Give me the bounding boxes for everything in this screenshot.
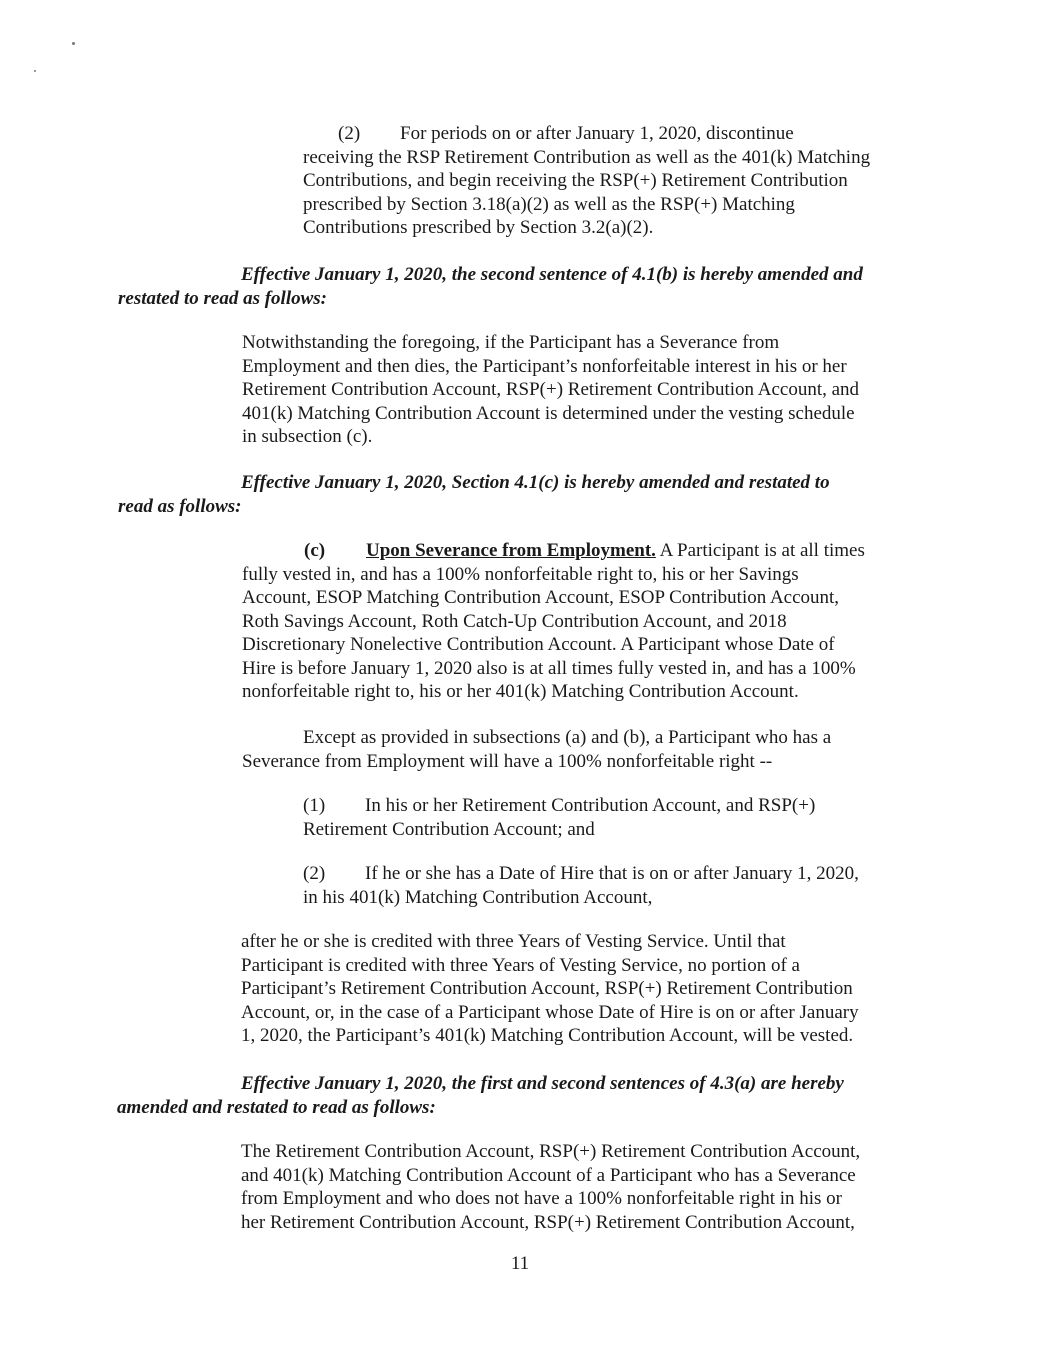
scan-speck [72,42,75,45]
item-2-label: (2) [338,123,361,144]
text-line: The Retirement Contribution Account, RSP(+) Retirement Contribution Account, [241,1141,861,1162]
section-c-paragraph [242,539,865,704]
amendment-instruction-3 [117,1072,844,1119]
text-line: Notwithstanding the foregoing, if the Participant has a Severance from [242,332,780,353]
text-line: Hire is before January 1, 2020 also is at all times fully vested in, and has a 100% [242,657,856,679]
final-paragraph [241,1140,860,1234]
text-line: 401(k) Matching Contribution Account is determined under the vesting schedule [242,402,855,424]
item-2-first-line [303,122,870,146]
section-c-text: A Participant is at all times [655,540,865,561]
text-line: in subsection (c). [242,426,373,447]
text-line: and 401(k) Matching Contribution Account of a Participant who has a Severance [241,1164,856,1186]
text-line: Effective January 1, 2020, Section 4.1(c) is hereby amended and restated to [241,472,830,493]
text-line: nonforfeitable right to, his or her 401(k) Matching Contribution Account. [242,681,799,702]
text-line: Effective January 1, 2020, the second sentence of 4.1(b) is hereby amended and [241,264,863,285]
sub-item-2 [303,862,859,909]
text-line: receiving the RSP Retirement Contribution as well as the 401(k) Matching [303,146,871,168]
text-line: restated to read as follows: [118,287,327,309]
sub-item-1-label: (1) [303,795,326,816]
text-line: Employment and then dies, the Participant’s nonforfeitable interest in his or her [242,355,847,377]
text-line: Participant’s Retirement Contribution Account, RSP(+) Retirement Contribution [241,978,853,999]
text-line: Effective January 1, 2020, the first and second sentences of 4.3(a) are hereby [241,1073,844,1094]
text-line: Discretionary Nonelective Contribution Account. A Participant whose Date of [242,634,835,655]
text-line: 1, 2020, the Participant’s 401(k) Matching Contribution Account, will be vested. [241,1025,854,1046]
text-line: Retirement Contribution Account, RSP(+) Retirement Contribution Account, and [242,379,860,400]
sub-item-2-text: If he or she has a Date of Hire that is on or after January 1, 2020, [365,863,859,884]
sub-item-1-text: In his or her Retirement Contribution Account, and RSP(+) [365,795,816,816]
text-line: Retirement Contribution Account; and [303,818,595,840]
text-line: Severance from Employment will have a 100% nonforfeitable right -- [242,750,773,772]
vesting-service-paragraph [241,930,859,1048]
text-line: Account, or, in the case of a Participant whose Date of Hire is on or after January [241,1001,859,1023]
section-c-label: (c) [304,540,326,561]
text-line: read as follows: [118,495,242,517]
scan-speck [34,70,36,72]
amendment-instruction-2 [118,471,830,518]
sub-item-1 [303,794,815,841]
except-paragraph [242,726,831,773]
sub-item-2-first-line [303,862,859,886]
page-number: 11 [510,1253,530,1274]
text-line: after he or she is credited with three Years of Vesting Service. Until that [241,931,786,952]
text-line: prescribed by Section 3.18(a)(2) as well as the RSP(+) Matching [303,193,795,215]
amendment-instruction-1 [118,263,863,310]
text-line: in his 401(k) Matching Contribution Account, [303,886,653,908]
text-line: fully vested in, and has a 100% nonforfeitable right to, his or her Savings [242,563,799,585]
text-line: amended and restated to read as follows: [117,1096,436,1118]
text-line: Roth Savings Account, Roth Catch-Up Contribution Account, and 2018 [242,610,787,632]
sub-item-2-label: (2) [303,863,326,884]
section-c-heading: Upon Severance from Employment. [366,540,656,561]
text-line: Contributions, and begin receiving the RSP(+) Retirement Contribution [303,170,848,191]
item-2-paragraph [303,122,870,240]
notwithstanding-paragraph [242,331,859,449]
text-line: from Employment and who does not have a 100% nonforfeitable right in his or [241,1188,843,1209]
text-line: Contributions prescribed by Section 3.2(a)(2). [303,217,654,238]
item-2-text: For periods on or after January 1, 2020, discontinue [400,123,794,144]
section-c-first-line [242,539,865,563]
text-line: Except as provided in subsections (a) and (b), a Participant who has a [303,727,832,748]
text-line: her Retirement Contribution Account, RSP(+) Retirement Contribution Account, [241,1211,855,1233]
text-line: Account, ESOP Matching Contribution Account, ESOP Contribution Account, [242,587,840,608]
sub-item-1-first-line [303,794,815,818]
text-line: Participant is credited with three Years of Vesting Service, no portion of a [241,954,800,976]
